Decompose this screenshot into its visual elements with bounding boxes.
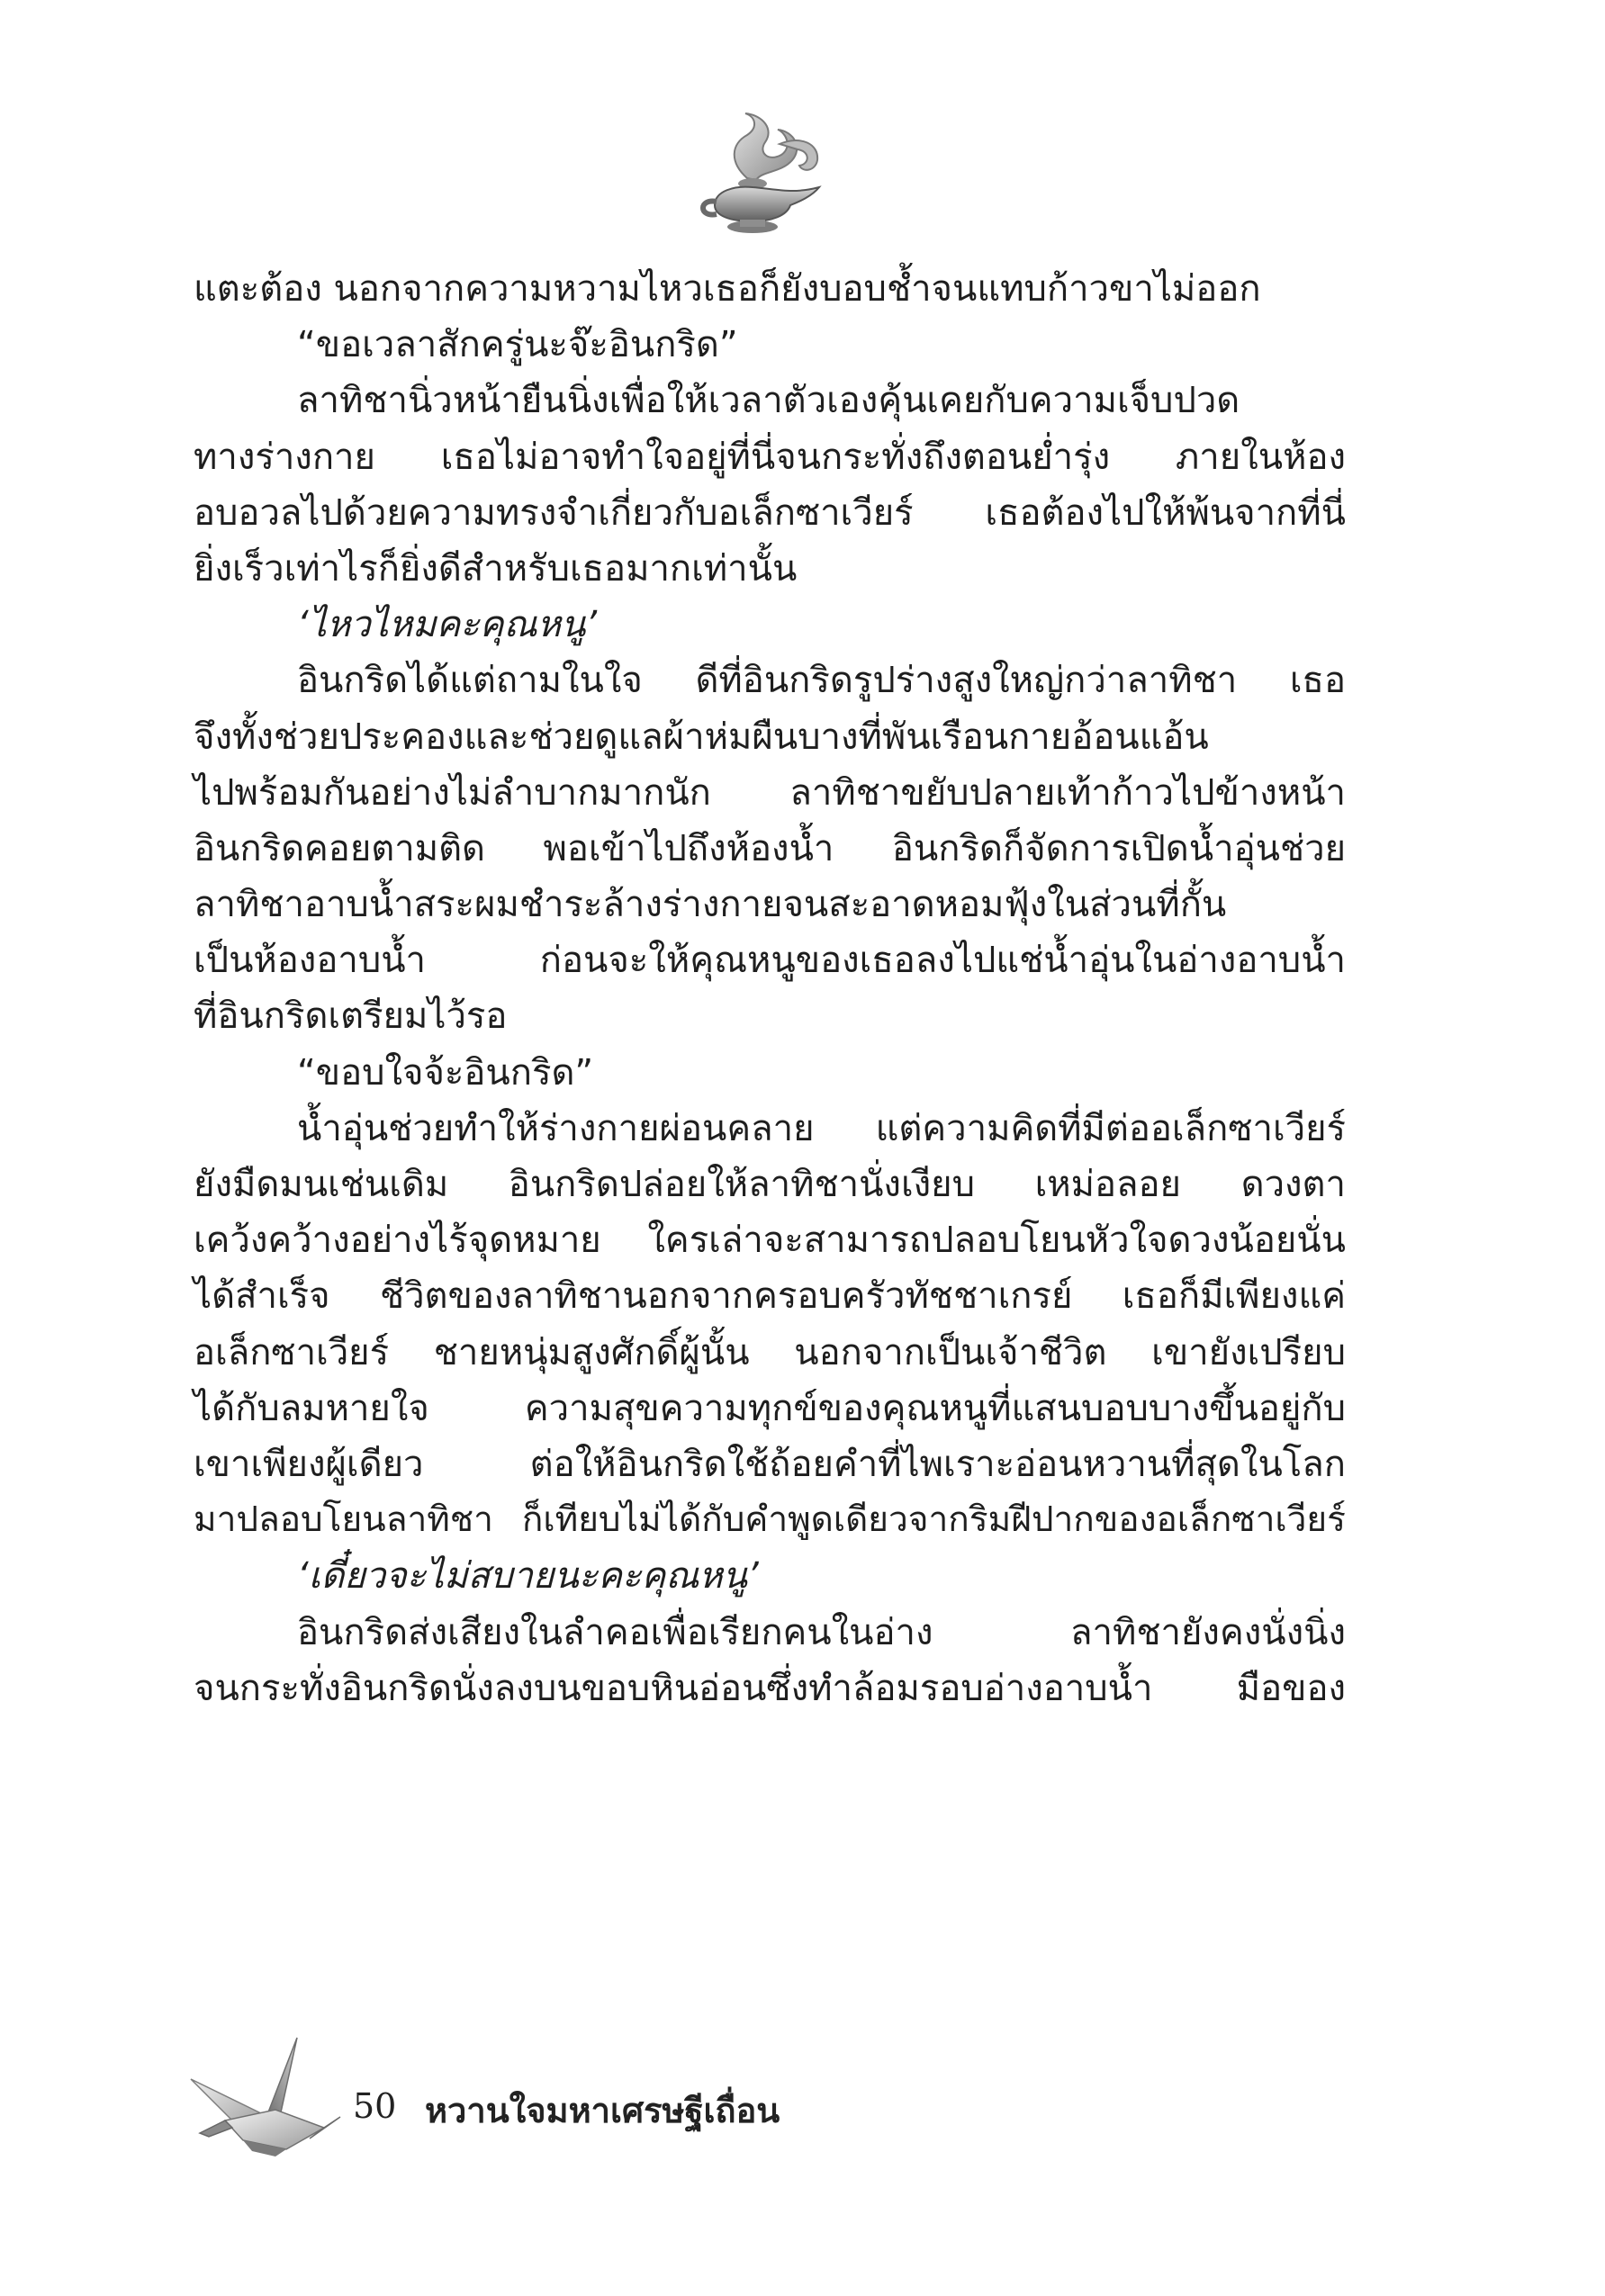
text-line: ได้กับลมหายใจ ความสุขความทุกข์ของคุณหนูที่แสนบอบบางขึ้นอยู่กับ xyxy=(194,1387,1346,1429)
text-line: ทางร่างกาย เธอไม่อาจทำใจอยู่ที่นี่จนกระทั่งถึงตอนย่ำรุ่ง ภายในห้อง xyxy=(194,436,1346,478)
text-line: ที่อินกริดเตรียมไว้รอ xyxy=(194,995,508,1038)
text-line: เคว้งคว้างอย่างไร้จุดหมาย ใครเล่าจะสามารถปลอบโยนหัวใจดวงน้อยนั่น xyxy=(194,1220,1346,1262)
paper-crane-icon xyxy=(189,2034,342,2160)
text-line: จึงทั้งช่วยประคองและช่วยดูแลผ้าห่มผืนบางที่พันเรือนกายอ้อนแอ้น xyxy=(194,716,1209,758)
text-line: ‘ไหวไหมคะคุณหนู’ xyxy=(297,604,598,646)
text-line: เขาเพียงผู้เดียว ต่อให้อินกริดใช้ถ้อยคำที่ไพเราะอ่อนหวานที่สุดในโลก xyxy=(194,1443,1346,1485)
magic-lamp-icon xyxy=(693,108,837,243)
text-line: เป็นห้องอาบน้ำ ก่อนจะให้คุณหนูของเธอลงไปแช่น้ำอุ่นในอ่างอาบน้ำ xyxy=(194,940,1346,982)
page-footer xyxy=(189,2034,819,2160)
text-line: “ขอเวลาสักครู่นะจ๊ะอินกริด” xyxy=(297,324,738,366)
text-line: “ขอบใจจ้ะอินกริด” xyxy=(297,1051,594,1094)
text-line: มาปลอบโยนลาทิชา ก็เทียบไม่ได้กับคำพูดเดียวจากริมฝีปากของอเล็กซาเวียร์ xyxy=(194,1499,1346,1541)
text-line: อเล็กซาเวียร์ ชายหนุ่มสูงศักดิ์ผู้นั้น นอกจากเป็นเจ้าชีวิต เขายังเปรียบ xyxy=(194,1331,1346,1373)
book-title: หวานใจมหาเศรษฐีเถื่อน xyxy=(425,2091,780,2130)
text-line: ลาทิชานิ่วหน้ายืนนิ่งเพื่อให้เวลาตัวเองคุ้นเคยกับความเจ็บปวด xyxy=(297,380,1240,422)
text-line: ยิ่งเร็วเท่าไรก็ยิ่งดีสำหรับเธอมากเท่านั้น xyxy=(194,547,798,590)
text-line: แตะต้อง นอกจากความหวามไหวเธอก็ยังบอบช้ำจนแทบก้าวขาไม่ออก xyxy=(194,268,1261,310)
text-line: ลาทิชาอาบน้ำสระผมชำระล้างร่างกายจนสะอาดหอมฟุ้งในส่วนที่กั้น xyxy=(194,884,1227,926)
text-line: น้ำอุ่นช่วยทำให้ร่างกายผ่อนคลาย แต่ความคิดที่มีต่ออเล็กซาเวียร์ xyxy=(297,1107,1346,1149)
text-line: อบอวลไปด้วยความทรงจำเกี่ยวกับอเล็กซาเวียร์ เธอต้องไปให้พ้นจากที่นี่ xyxy=(194,491,1346,534)
text-line: ได้สำเร็จ ชีวิตของลาทิชานอกจากครอบครัวทัชชาเกรย์ เธอก็มีเพียงแค่ xyxy=(194,1275,1346,1318)
text-line: อินกริดได้แต่ถามในใจ ดีที่อินกริดรูปร่างสูงใหญ่กว่าลาทิชา เธอ xyxy=(297,660,1346,702)
text-line: อินกริดส่งเสียงในลำคอเพื่อเรียกคนในอ่าง ลาทิชายังคงนั่งนิ่ง xyxy=(297,1611,1346,1653)
text-line: ไปพร้อมกันอย่างไม่ลำบากมากนัก ลาทิชาขยับปลายเท้าก้าวไปข้างหน้า xyxy=(194,771,1346,814)
text-line: จนกระทั่งอินกริดนั่งลงบนขอบหินอ่อนซึ่งทำล้อมรอบอ่างอาบน้ำ มือของ xyxy=(194,1667,1346,1709)
body-text xyxy=(194,261,1346,1716)
text-line: ‘เดี๋ยวจะไม่สบายนะคะคุณหนู’ xyxy=(297,1555,759,1598)
text-line: อินกริดคอยตามติด พอเข้าไปถึงห้องน้ำ อินกริดก็จัดการเปิดน้ำอุ่นช่วย xyxy=(194,827,1346,869)
text-line: ยังมืดมนเช่นเดิม อินกริดปล่อยให้ลาทิชานั่งเงียบ เหม่อลอย ดวงตา xyxy=(194,1164,1346,1205)
page-number: 50 xyxy=(353,2086,397,2126)
